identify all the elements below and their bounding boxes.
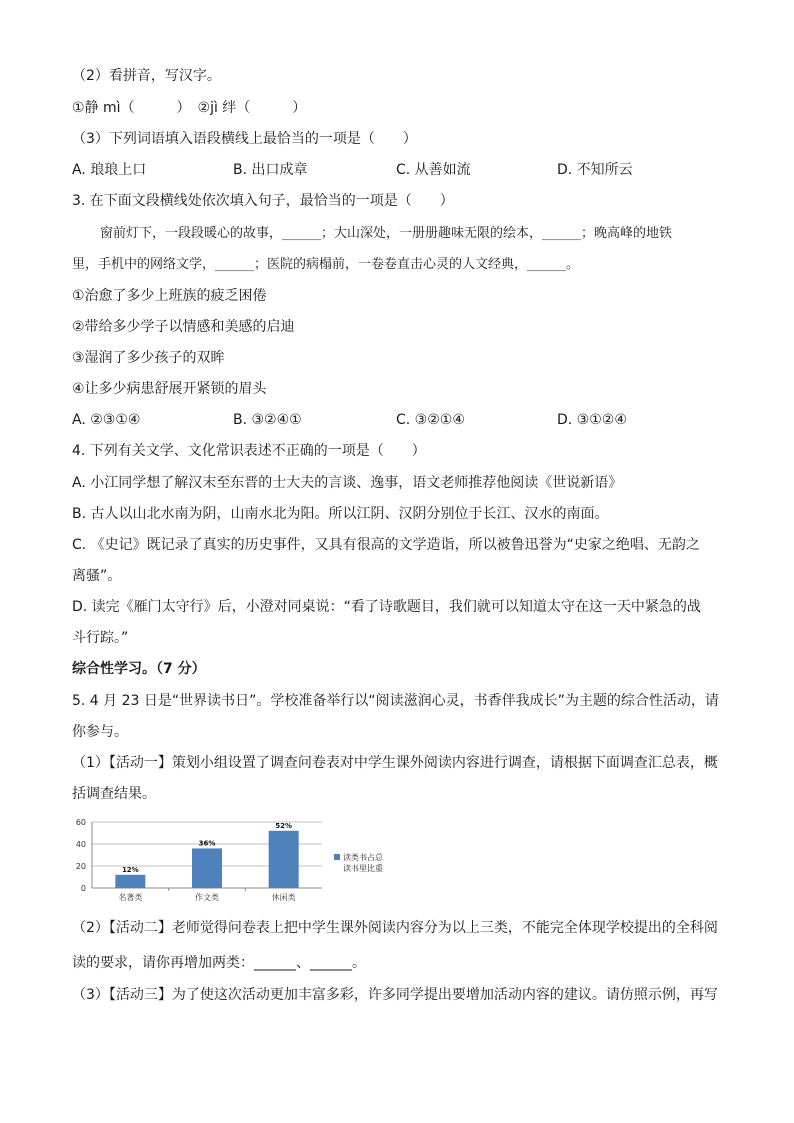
q3-sentence-4: ④让多少病患舒展开紧锁的眉头 <box>72 381 267 397</box>
q4-title: 4. 下列有关文学、文化常识表述不正确的一项是（ ） <box>72 443 426 459</box>
q2-sub3-option-c: C. 从善如流 <box>396 162 471 178</box>
section-heading: 综合性学习。（7 分） <box>72 661 206 677</box>
q5-activity2-line-2: 读的要求，请你再增加两类：______、______。 <box>72 955 366 971</box>
q5-intro-line-2: 你参与。 <box>72 724 128 740</box>
q3-sentence-2: ②带给多少学子以情感和美感的启迪 <box>72 319 295 335</box>
q2-sub2-title: （2）看拼音，写汉字。 <box>72 68 221 84</box>
q4-option-b: B. 古人以山北水南为阴，山南水北为阳。所以江阴、汉阴分别位于长江、汉水的南面。 <box>72 506 609 522</box>
q4-option-d-line-2: 斗行踪。” <box>72 630 129 646</box>
y-tick-label: 0 <box>80 884 86 893</box>
q3-passage-line-1: 窗前灯下，一段段暖心的故事，______；大山深处，一册册趣味无限的绘本，______；晚高峰的地铁 <box>100 226 673 241</box>
reading-survey-bar-chart <box>70 814 410 904</box>
q3-option-b: B. ③②④① <box>233 412 302 428</box>
legend-label-line-2: 读书里比重 <box>343 864 383 873</box>
q4-option-a: A. 小江同学想了解汉末至东晋的士大夫的言谈、逸事，语文老师推荐他阅读《世说新语》 <box>72 475 623 491</box>
bar <box>192 848 222 888</box>
q3-option-c: C. ③②①④ <box>396 412 465 428</box>
q5-intro-line-1: 5. 4 月 23 日是“世界读书日”。学校准备举行以“阅读滋润心灵，书香伴我成长”为主题的综合性活动，请 <box>72 693 719 709</box>
x-tick-label: 作文类 <box>195 893 219 902</box>
q2-sub3-option-b: B. 出口成章 <box>233 162 308 178</box>
q4-option-d-line-1: D. 读完《雁门太守行》后，小澄对同桌说：“看了诗歌题目，我们就可以知道太守在这一天中紧急的战 <box>72 599 701 615</box>
q3-option-d: D. ③①②④ <box>557 412 627 428</box>
y-tick-label: 60 <box>75 818 86 827</box>
q5-activity2-line-1: （2）【活动二】老师觉得问卷表上把中学生课外阅读内容分为以上三类，不能完全体现学校提出的全科阅 <box>72 920 718 936</box>
bar <box>269 831 299 888</box>
q5-activity3-line-1: （3）【活动三】为了使这次活动更加丰富多彩，许多同学提出要增加活动内容的建议。请仿照示例，再写 <box>72 987 718 1003</box>
q5-activity1-line-2: 括调查结果。 <box>72 786 156 802</box>
data-label: 36% <box>198 839 216 848</box>
bar <box>115 875 145 888</box>
q3-sentence-3: ③湿润了多少孩子的双眸 <box>72 350 225 366</box>
legend-label-line-1: 读类书占总 <box>343 853 383 862</box>
q4-option-c-line-2: 离骚”。 <box>72 568 122 584</box>
data-label: 52% <box>275 821 293 830</box>
data-label: 12% <box>121 865 139 874</box>
y-tick-label: 20 <box>75 862 86 871</box>
q2-sub3-option-a: A. 琅琅上口 <box>72 162 147 178</box>
q3-sentence-1: ①治愈了多少上班族的疲乏困倦 <box>72 288 267 304</box>
x-tick-label: 休闲类 <box>271 893 296 902</box>
q3-title: 3. 在下面文段横线处依次填入句子，最恰当的一项是（ ） <box>72 193 454 209</box>
legend-swatch <box>334 854 340 860</box>
y-tick-label: 40 <box>75 840 86 849</box>
q4-option-c-line-1: C. 《史记》既记录了真实的历史事件，又具有很高的文学造诣，所以被鲁迅誉为“史家之绝唱、无韵之 <box>72 537 700 553</box>
x-tick-label: 名著类 <box>118 893 143 902</box>
q2-sub3-option-d: D. 不知所云 <box>557 162 633 178</box>
q2-sub2-items: ①静 mì（ ） ②jì 绊（ ） <box>72 100 307 116</box>
q2-sub3-title: （3）下列词语填入语段横线上最恰当的一项是（ ） <box>72 131 417 147</box>
q5-activity1-line-1: （1）【活动一】策划小组设置了调查问卷表对中学生课外阅读内容进行调查，请根据下面调查汇总表，概 <box>72 755 718 771</box>
q3-passage-line-2: 里，手机中的网络文学，______；医院的病榻前，一卷卷直击心灵的人文经典，______。 <box>72 257 580 272</box>
q3-option-a: A. ②③①④ <box>72 412 141 428</box>
